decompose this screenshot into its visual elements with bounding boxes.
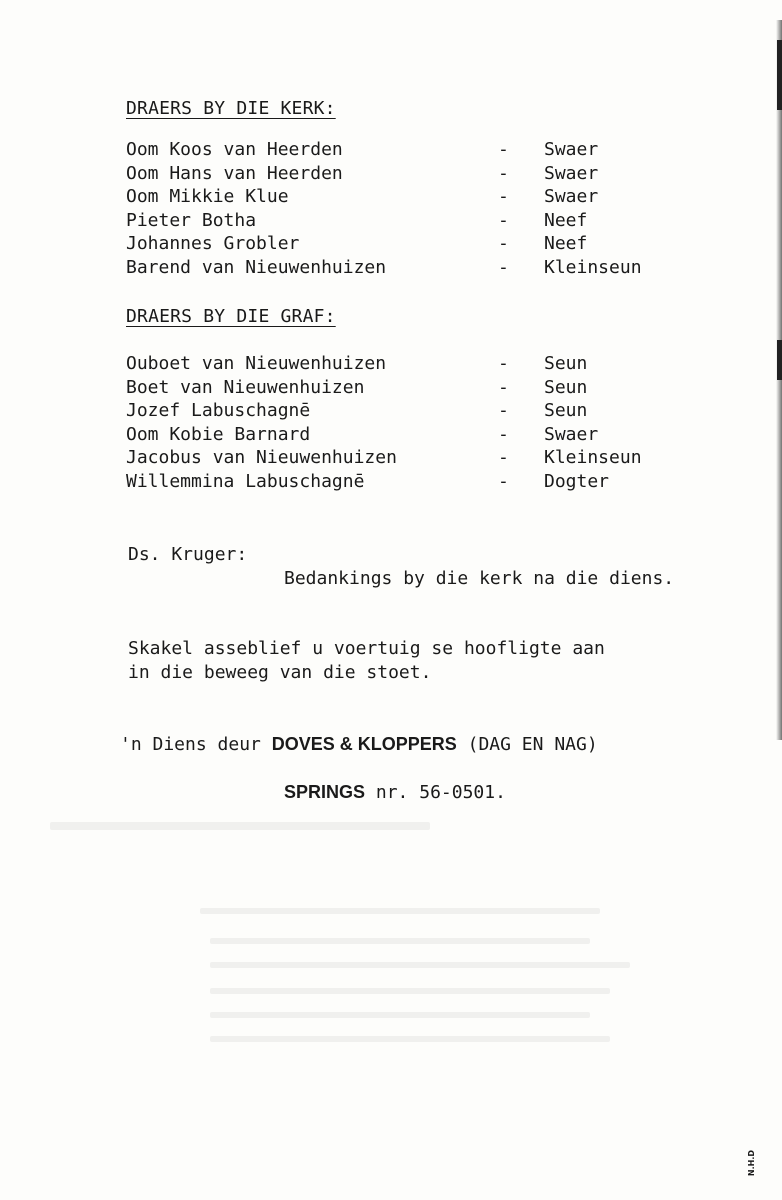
bearer-relation: Neef [544, 233, 588, 254]
bearer-dash: - [498, 423, 509, 445]
bearer-relation: Seun [544, 376, 588, 398]
bleed-through-mark [210, 988, 610, 994]
page-edge-mark [777, 340, 782, 380]
service-hours: (DAG EN NAG) [467, 734, 598, 755]
bearer-dash: - [498, 209, 509, 231]
bearer-relation: Swaer [544, 139, 599, 160]
bearer-row [126, 162, 686, 186]
bleed-through-mark [50, 822, 430, 830]
headlights-notice-line2: in die beweeg van die stoet. [128, 662, 432, 683]
bleed-through-mark [210, 1012, 590, 1018]
bearer-relation: Dogter [544, 470, 610, 492]
bearer-row [126, 446, 686, 470]
bleed-through-mark [210, 962, 630, 968]
service-prefix: 'n Diens deur [120, 734, 261, 755]
bearer-dash: - [498, 233, 509, 254]
bearer-row [126, 399, 686, 423]
bearer-name: Johannes Grobler [126, 233, 300, 254]
bearer-dash: - [498, 447, 509, 468]
bearer-row [126, 376, 686, 400]
bearer-relation: Swaer [544, 186, 599, 207]
footer-code: N.H.D [747, 1149, 756, 1176]
bearer-name: Jozef Labuschagnē [126, 400, 311, 421]
bearer-name: Jacobus van Nieuwenhuizen [126, 447, 397, 468]
bearer-row [126, 423, 686, 447]
minister-name: Ds. Kruger: [128, 544, 248, 565]
headlights-notice-line1: Skakel asseblief u voertuig se hoofligte aan [128, 638, 605, 659]
bearer-name: Boet van Nieuwenhuizen [126, 376, 365, 398]
bearer-row [126, 209, 686, 233]
bearer-dash: - [498, 256, 509, 278]
bearer-name: Willemmina Labuschagnē [126, 470, 365, 492]
church-bearers-heading: DRAERS BY DIE KERK: [126, 98, 336, 119]
bearer-dash: - [498, 400, 509, 421]
service-number: 56-0501. [419, 782, 506, 803]
bearer-row [126, 185, 686, 209]
bearer-dash: - [498, 162, 509, 184]
bearer-relation: Swaer [544, 162, 599, 184]
service-number-label: nr. [375, 782, 409, 803]
bearer-dash: - [498, 353, 509, 374]
bearer-relation: Seun [544, 400, 588, 421]
bearer-dash: - [498, 139, 509, 160]
service-company: DOVES & KLOPPERS [271, 734, 457, 754]
bearer-name: Oom Mikkie Klue [126, 186, 289, 207]
bearer-relation: Kleinseun [544, 447, 642, 468]
bearer-relation: Swaer [544, 423, 599, 445]
bearer-row [126, 256, 686, 280]
bearer-relation: Kleinseun [544, 256, 642, 278]
grave-bearers-list [126, 352, 686, 493]
minister-note: Bedankings by die kerk na die diens. [284, 568, 675, 589]
bearer-relation: Neef [544, 209, 588, 231]
bearer-name: Ouboet van Nieuwenhuizen [126, 353, 387, 374]
bearer-row [126, 470, 686, 494]
church-bearers-list [126, 138, 686, 279]
grave-bearers-heading: DRAERS BY DIE GRAF: [126, 306, 336, 327]
service-city: SPRINGS [284, 782, 366, 802]
bearer-dash: - [498, 470, 509, 492]
bearer-name: Pieter Botha [126, 209, 257, 231]
bearer-relation: Seun [544, 353, 588, 374]
bearer-name: Oom Koos van Heerden [126, 139, 343, 160]
service-phone-line [284, 782, 506, 803]
bearer-name: Oom Hans van Heerden [126, 162, 343, 184]
bleed-through-mark [200, 908, 600, 914]
bearer-row [126, 352, 686, 376]
service-line [120, 734, 598, 755]
bearer-name: Oom Kobie Barnard [126, 423, 311, 445]
bleed-through-mark [210, 938, 590, 944]
bearer-row [126, 232, 686, 256]
bearer-dash: - [498, 376, 509, 398]
page-edge-shadow [776, 20, 782, 740]
bearer-row [126, 138, 686, 162]
bearer-name: Barend van Nieuwenhuizen [126, 256, 387, 278]
page-edge-mark [777, 40, 782, 110]
bearer-dash: - [498, 186, 509, 207]
bleed-through-mark [210, 1036, 610, 1042]
